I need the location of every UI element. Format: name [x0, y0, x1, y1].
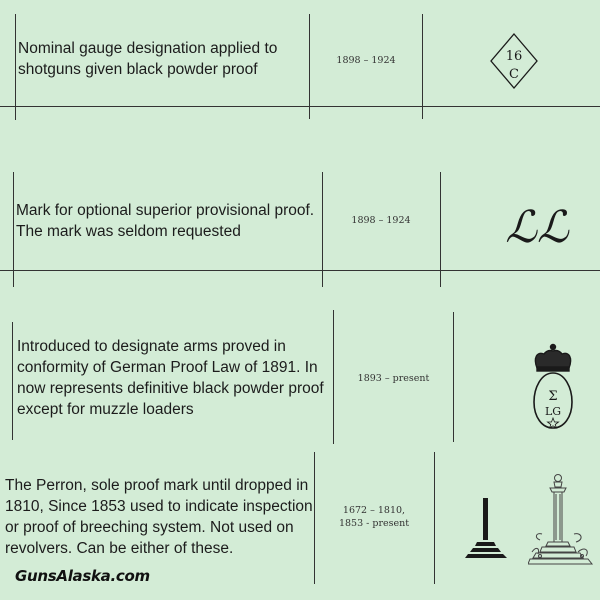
row1-left-border: [15, 14, 16, 120]
row2-description-line: The mark was seldom requested: [16, 223, 241, 240]
row3-col-divider-2: [453, 312, 454, 442]
row3-description-line: except for muzzle loaders: [17, 401, 194, 418]
row4-date: [314, 504, 434, 530]
lg-letters: LG: [544, 405, 562, 418]
row4-description-line: The Perron, sole proof mark until dropped in: [5, 477, 309, 494]
row2-description-line: Mark for optional superior provisional proof.: [16, 202, 315, 219]
gauge-16-diamond-mark: [490, 33, 538, 89]
crown-icon: [535, 345, 570, 372]
row2-bottom-border: [0, 270, 600, 271]
row3-date: [334, 372, 453, 385]
superior-provisional-script: ℒℒ: [505, 202, 569, 253]
row1-bottom-border: [0, 106, 600, 107]
row3-description-line: conformity of German Proof Law of 1891. In: [17, 359, 318, 376]
sigma-letter: Σ: [548, 389, 558, 404]
row1-col-divider-2: [422, 14, 423, 119]
row1-description-line: shotguns given black powder proof: [18, 61, 258, 78]
row2-description: [16, 200, 314, 242]
row3-description: [17, 336, 324, 420]
row4-date-line: 1672 – 1810,: [342, 505, 406, 516]
row1-date-line: 1898 – 1924: [336, 55, 396, 66]
superior-provisional-mark: [492, 198, 582, 254]
row4-description-line: revolvers. Can be either of these.: [5, 540, 234, 557]
row3-date-line: 1893 – present: [357, 373, 430, 384]
crowned-definitive-proof-mark: [527, 342, 579, 432]
site-watermark: GunsAlaska.com: [15, 567, 150, 585]
row2-date: [322, 214, 440, 227]
row2-date-line: 1898 – 1924: [351, 215, 411, 226]
perron-simple-mark-icon: [463, 496, 509, 562]
row1-description-line: Nominal gauge designation applied to: [18, 40, 278, 57]
row4-date-line: 1853 - present: [338, 518, 410, 529]
row1-date: [310, 54, 422, 67]
perron-ornate-column-icon: [528, 472, 596, 570]
row4-description-line: 1810, Since 1853 used to indicate inspection: [5, 498, 313, 515]
row3-description-line: now represents definitive black powder proof: [17, 380, 324, 397]
row4-description-line: or proof of breeching system. Not used on: [5, 519, 294, 536]
row4-description: [5, 475, 313, 559]
row3-left-border: [12, 322, 13, 440]
row4-col-divider-2: [434, 452, 435, 584]
gauge-letter: C: [509, 67, 519, 82]
row1-description: [18, 38, 277, 80]
row3-description-line: Introduced to designate arms proved in: [17, 338, 286, 355]
gauge-number: 16: [505, 49, 523, 64]
